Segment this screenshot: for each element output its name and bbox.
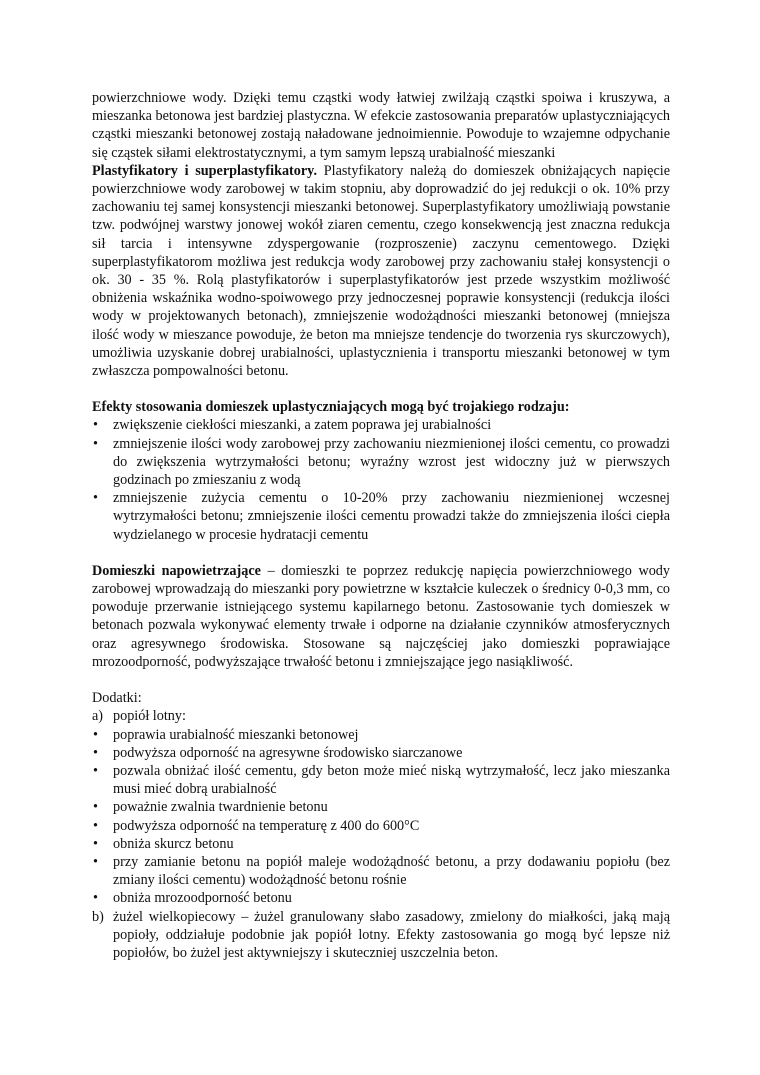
dodatki-heading: Dodatki:	[92, 690, 142, 707]
list-item: • podwyższa odporność na agresywne środowisko siarczanowe	[92, 744, 670, 762]
list-item: • poważnie zwalnia twardnienie betonu	[92, 798, 670, 816]
effects-heading	[92, 398, 670, 416]
napowietrzajace-heading: Domieszki napowietrzające	[92, 562, 261, 579]
effects-heading-text: Efekty stosowania domieszek uplastyczniających mogą być trojakiego rodzaju:	[92, 399, 570, 416]
list-item: • zwiększenie ciekłości mieszanki, a zatem poprawa jej urabialności	[92, 416, 670, 434]
list-item: • obniża mrozoodporność betonu	[92, 889, 670, 907]
plastyfikatory-paragraph	[92, 162, 670, 380]
effects-list	[92, 416, 670, 543]
list-item: • zmniejszenie ilości wody zarobowej przy zachowaniu niezmienionej ilości cementu, co prowadzi do zwiększenia wytrzymałości betonu; wyraźny wzrost jest widoczny już w pierwszych godzinach po zmieszaniu z wodą	[92, 435, 670, 490]
plastyfikatory-text: Plastyfikatory należą do domieszek obniżających napięcie powierzchniowe wody zarobowej w takim stopniu, aby doprowadzić do jej redukcji o ok. 10% przy zachowaniu tej samej konsystencji mieszanki betonowej. Superplastyfikatory umożliwiają powstanie tzw. podwójnej warstwy jonowej wokół ziaren cementu, czego konsekwencją jest znaczna redukcja sił tarcia i intensywne zdyspergowanie (rozproszenie) zaczynu cementowego. Dzięki superplastyfikatorom możliwa jest redukcja wody zarobowej przy zachowaniu stałej konsystencji o ok. 30 - 35 %. Rolą plastyfikatorów i superplastyfikatorów jest przede wszystkim możliwość obniżenia wskaźnika wodno-spoiwowego przy jednoczesnej poprawie konsystencji (redukcja ilości wody w projektowanych betonach), zmniejszenie wodożądności mieszanki betonowej (mniejsza ilość wody w mieszance powoduje, że beton ma mniejsze tendencje do tworzenia rys skurczowych), umożliwia uzyskanie dobrej urabialności, uplastycznienia i transportu mieszanki betonowej w tym zwłaszcza pompowalności betonu.	[92, 162, 670, 380]
list-item: • podwyższa odporność na temperaturę z 400 do 600°C	[92, 817, 670, 835]
list-marker: b)	[92, 908, 104, 925]
dodatki-item-a	[92, 707, 670, 725]
list-item: • obniża skurcz betonu	[92, 835, 670, 853]
list-item: • zmniejszenie zużycia cementu o 10-20% przy zachowaniu niezmienionej wczesnej wytrzymałości betonu; zmniejszenie ilości cementu prowadzi także do zmniejszenia ilości ciepła wydzielanego w procesie hydratacji cementu	[92, 489, 670, 544]
document-body	[92, 89, 670, 962]
list-item: • poprawia urabialność mieszanki betonowej	[92, 726, 670, 744]
dodatki-item-b-text: żużel wielkopiecowy – żużel granulowany słabo zasadowy, zmielony do miałkości, jaką mają popioły, oddziałuje podobnie jak popiół lotny. Efekty zastosowania go mogą być lepsze niż popiołów, bo żużel jest aktywniejszy i skuteczniej uszczelnia beton.	[113, 908, 670, 961]
dodatki-list	[92, 707, 670, 962]
napowietrzajace-paragraph	[92, 562, 670, 671]
dodatki-item-b	[92, 908, 670, 963]
list-item: • przy zamianie betonu na popiół maleje wodożądność betonu, a przy dodawaniu popiołu (bez zmiany ilości cementu) wodożądność betonu rośnie	[92, 853, 670, 889]
napowietrzajace-text: – domieszki te poprzez redukcję napięcia powierzchniowego wody zarobowej wprowadzają do mieszanki pory powietrzne w kształcie kuleczek o średnicy 0-0,3 mm, co powoduje przerwanie istniejącego systemu kapilarnego betonu. Zastosowanie tych domieszek w betonach pozwala wykonywać elementy trwałe i odporne na działanie czynników atmosferycznych oraz agresywnego środowiska. Stosowane są najczęściej jako domieszki poprawiające mrozoodporność, podwyższające trwałość betonu i zmniejszające jego nasiąkliwość.	[92, 562, 670, 670]
plastyfikatory-heading: Plastyfikatory i superplastyfikatory.	[92, 162, 318, 179]
list-marker: a)	[92, 708, 104, 725]
intro-paragraph: powierzchniowe wody. Dzięki temu cząstki wody łatwiej zwilżają cząstki spoiwa i kruszywa, a mieszanka betonowa jest bardziej plastyczna. W efekcie zastosowania preparatów uplastyczniających cząstki mieszanki betonowej zostają naładowane jednoimiennie. Powoduje to wzajemne odpychanie się cząstek siłami elektrostatycznymi, a tym samym lepszą urabialność mieszanki	[92, 90, 670, 161]
list-item: • pozwala obniżać ilość cementu, gdy beton może mieć niską wytrzymałość, lecz jako mieszanka musi mieć dobrą urabialność	[92, 762, 670, 798]
popiol-properties-list	[92, 726, 670, 908]
dodatki-item-a-label: popiół lotny:	[113, 708, 186, 725]
